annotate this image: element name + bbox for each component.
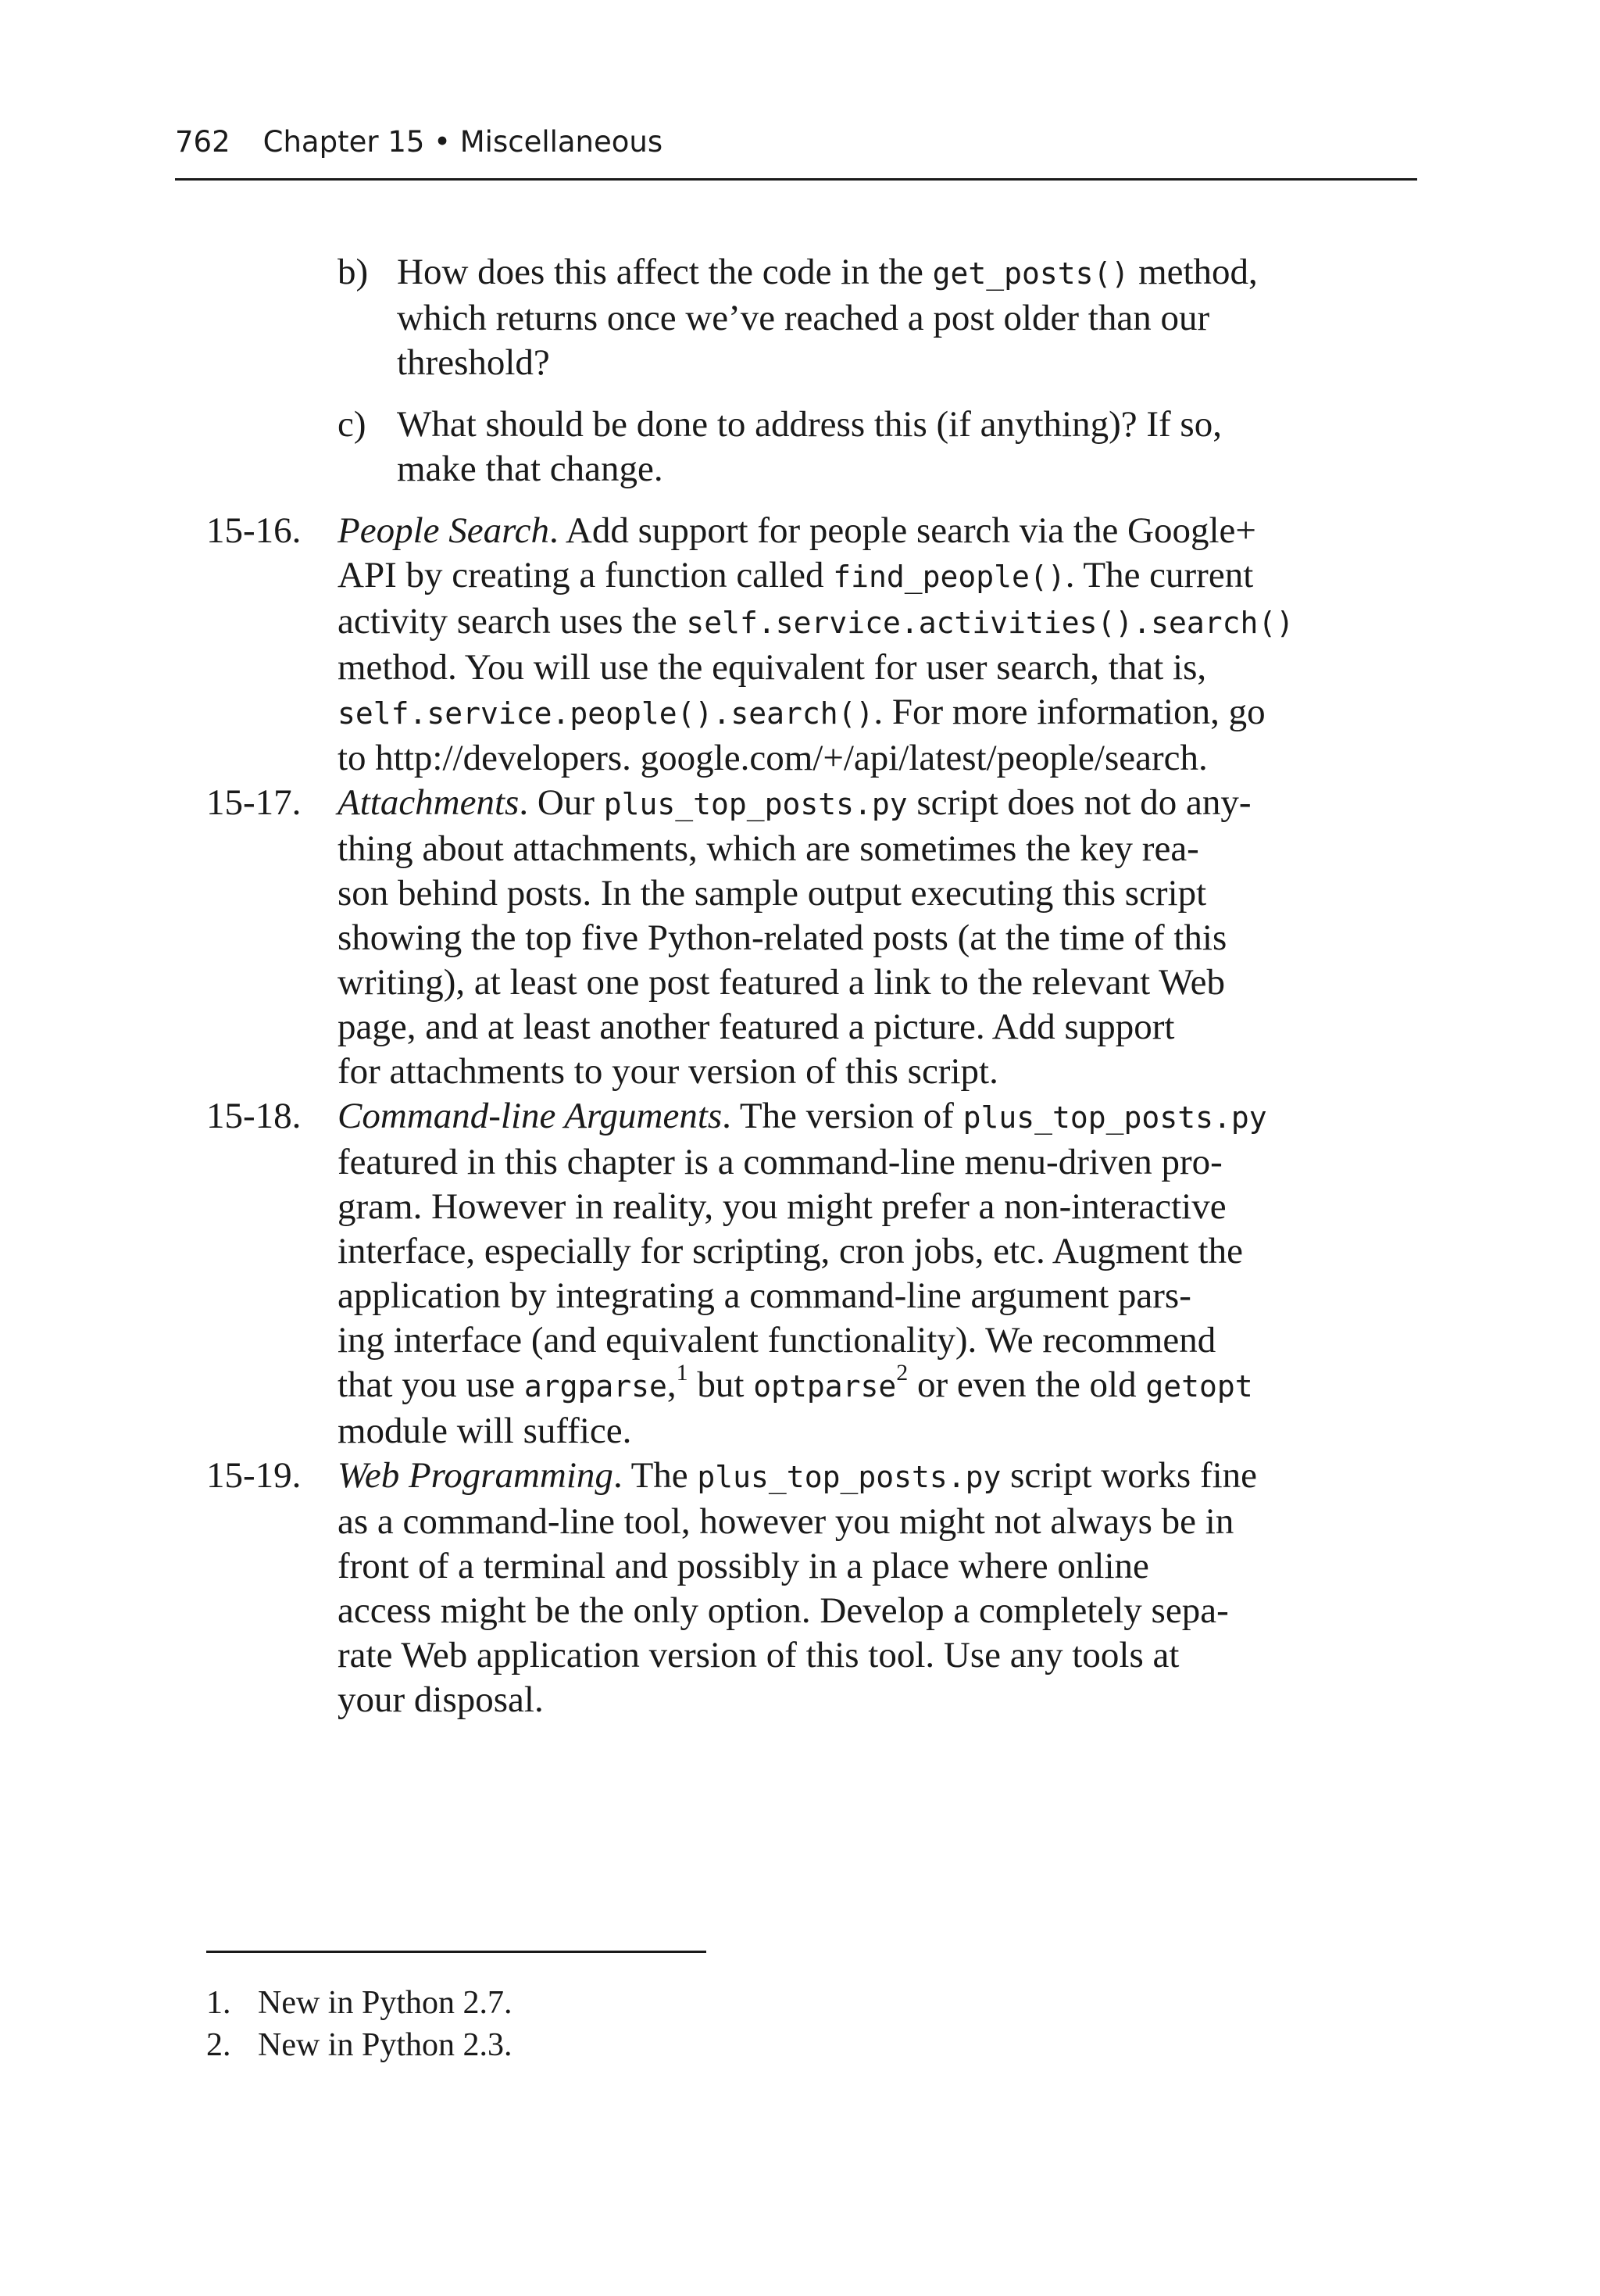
text-line: [397, 296, 1378, 341]
text-run: application by integrating a command-line argument pars-: [338, 1275, 1191, 1316]
text-line: [338, 871, 1378, 916]
text-run: . The: [612, 1455, 698, 1496]
code-identifier: plus_top_posts.py: [962, 1100, 1267, 1135]
exercise-list: [206, 509, 1378, 1722]
footnote-ref: 2: [896, 1360, 909, 1386]
footnote-text: New in Python 2.3.: [258, 2027, 512, 2063]
footnote-number: 1.: [206, 1985, 231, 2021]
text-line: [338, 1050, 1378, 1094]
exercise-15-19: [206, 1454, 1378, 1722]
exercise-title: People Search: [338, 510, 550, 551]
subitem-list: [206, 250, 1378, 492]
text-line: [338, 1274, 1378, 1318]
text-line: [338, 1500, 1378, 1544]
text-run: . For more information, go: [873, 692, 1266, 732]
footnote-2: [206, 2024, 512, 2066]
text-run: page, and at least another featured a picture. Add support: [338, 1007, 1175, 1047]
code-identifier: self.service.people().search(): [338, 696, 874, 731]
text-run: that you use: [338, 1364, 524, 1405]
page-number: 762: [175, 125, 230, 159]
text-line: [338, 1633, 1378, 1678]
exercise-title: Command-line Arguments: [338, 1096, 723, 1136]
text-run: method. You will use the equivalent for user search, that is,: [338, 647, 1207, 688]
footnote-list: [206, 1982, 512, 2066]
exercise-number: 15-18.: [206, 1096, 302, 1136]
text-run: featured in this chapter is a command-line menu-driven pro-: [338, 1142, 1223, 1182]
subitem-b: [206, 250, 1378, 385]
footnote-number: 2.: [206, 2027, 231, 2063]
text-line: [338, 1544, 1378, 1589]
text-line: [338, 1005, 1378, 1050]
text-line: [397, 250, 1378, 296]
text-line: [338, 1589, 1378, 1633]
text-run: to http://developers. google.com/+/api/latest/people/search.: [338, 738, 1208, 778]
text-line: [397, 341, 1378, 385]
text-run: threshold?: [397, 342, 550, 383]
text-line: [338, 1360, 1378, 1409]
exercise-15-16: [206, 509, 1378, 781]
exercise-15-18: [206, 1094, 1378, 1454]
text-line: [338, 1454, 1378, 1500]
text-run: for attachments to your version of this script.: [338, 1051, 998, 1092]
text-run: rate Web application version of this tool. Use any tools at: [338, 1635, 1180, 1676]
header-rule: [175, 178, 1417, 181]
subitem-label: b): [338, 252, 369, 292]
text-line: [338, 1140, 1378, 1185]
footnote-text: New in Python 2.7.: [258, 1985, 512, 2021]
text-run: activity search uses the: [338, 601, 687, 642]
text-run: make that change.: [397, 449, 663, 489]
text-line: [397, 447, 1378, 492]
text-run: as a command-line tool, however you might not always be in: [338, 1501, 1234, 1542]
text-line: [338, 509, 1378, 553]
text-run: method,: [1129, 252, 1258, 292]
text-line: [338, 1409, 1378, 1454]
code-identifier: optparse: [753, 1369, 897, 1404]
text-line: [338, 1185, 1378, 1229]
text-line: [338, 1094, 1378, 1140]
text-line: [338, 827, 1378, 871]
exercise-number: 15-16.: [206, 510, 302, 551]
text-run: . Our: [519, 782, 604, 823]
text-run: What should be done to address this (if anything)? If so,: [397, 404, 1222, 445]
footnote-rule: [206, 1951, 706, 1953]
text-run: thing about attachments, which are sometimes the key rea-: [338, 828, 1199, 869]
text-line: [338, 646, 1378, 690]
text-run: but: [688, 1364, 754, 1405]
running-head: [175, 123, 662, 161]
text-line: [338, 1678, 1378, 1722]
text-run: ,: [666, 1364, 677, 1405]
exercise-number: 15-17.: [206, 782, 302, 823]
text-line: [338, 916, 1378, 960]
text-line: [338, 1229, 1378, 1274]
text-line: [338, 553, 1378, 599]
text-run: or even the old: [908, 1364, 1146, 1405]
subitem-label: c): [338, 404, 366, 445]
exercise-15-17: [206, 781, 1378, 1094]
exercise-title: Attachments: [338, 782, 520, 823]
text-line: [338, 599, 1378, 646]
code-identifier: get_posts(): [932, 256, 1130, 291]
text-run: showing the top five Python-related posts (at the time of this: [338, 917, 1227, 958]
text-run: interface, especially for scripting, cron jobs, etc. Augment the: [338, 1231, 1243, 1271]
code-identifier: self.service.activities().search(): [686, 606, 1295, 640]
code-identifier: plus_top_posts.py: [697, 1460, 1002, 1494]
text-line: [338, 781, 1378, 827]
text-line: [338, 960, 1378, 1005]
subitem-c: [206, 402, 1378, 492]
text-line: [338, 736, 1378, 781]
text-run: API by creating a function called: [338, 555, 834, 595]
text-run: How does this affect the code in the: [397, 252, 933, 292]
text-run: front of a terminal and possibly in a place where online: [338, 1546, 1149, 1586]
text-run: writing), at least one post featured a link to the relevant Web: [338, 962, 1226, 1003]
code-identifier: find_people(): [833, 560, 1066, 594]
text-run: script does not do any-: [907, 782, 1252, 823]
text-run: . Add support for people search via the Google+: [549, 510, 1256, 551]
code-identifier: getopt: [1145, 1369, 1253, 1404]
text-run: gram. However in reality, you might prefer a non-interactive: [338, 1186, 1227, 1227]
exercise-title: Web Programming: [338, 1455, 613, 1496]
footnote-ref: 1: [676, 1360, 688, 1386]
code-identifier: argparse: [523, 1369, 667, 1404]
exercise-body: [206, 250, 1378, 1722]
chapter-title: Chapter 15 • Miscellaneous: [262, 125, 663, 159]
text-run: which returns once we’ve reached a post older than our: [397, 298, 1210, 338]
text-line: [338, 1318, 1378, 1363]
text-line: [397, 402, 1378, 447]
text-run: . The version of: [722, 1096, 963, 1136]
text-run: script works fine: [1001, 1455, 1257, 1496]
footnote-1: [206, 1982, 512, 2024]
text-run: module will suffice.: [338, 1411, 632, 1451]
text-run: access might be the only option. Develop a completely sepa-: [338, 1590, 1229, 1631]
text-run: ing interface (and equivalent functionality). We recommend: [338, 1320, 1216, 1361]
text-line: [338, 690, 1378, 736]
text-run: . The current: [1065, 555, 1254, 595]
text-run: son behind posts. In the sample output executing this script: [338, 873, 1207, 914]
text-run: your disposal.: [338, 1679, 544, 1720]
code-identifier: plus_top_posts.py: [603, 787, 908, 821]
exercise-number: 15-19.: [206, 1455, 302, 1496]
